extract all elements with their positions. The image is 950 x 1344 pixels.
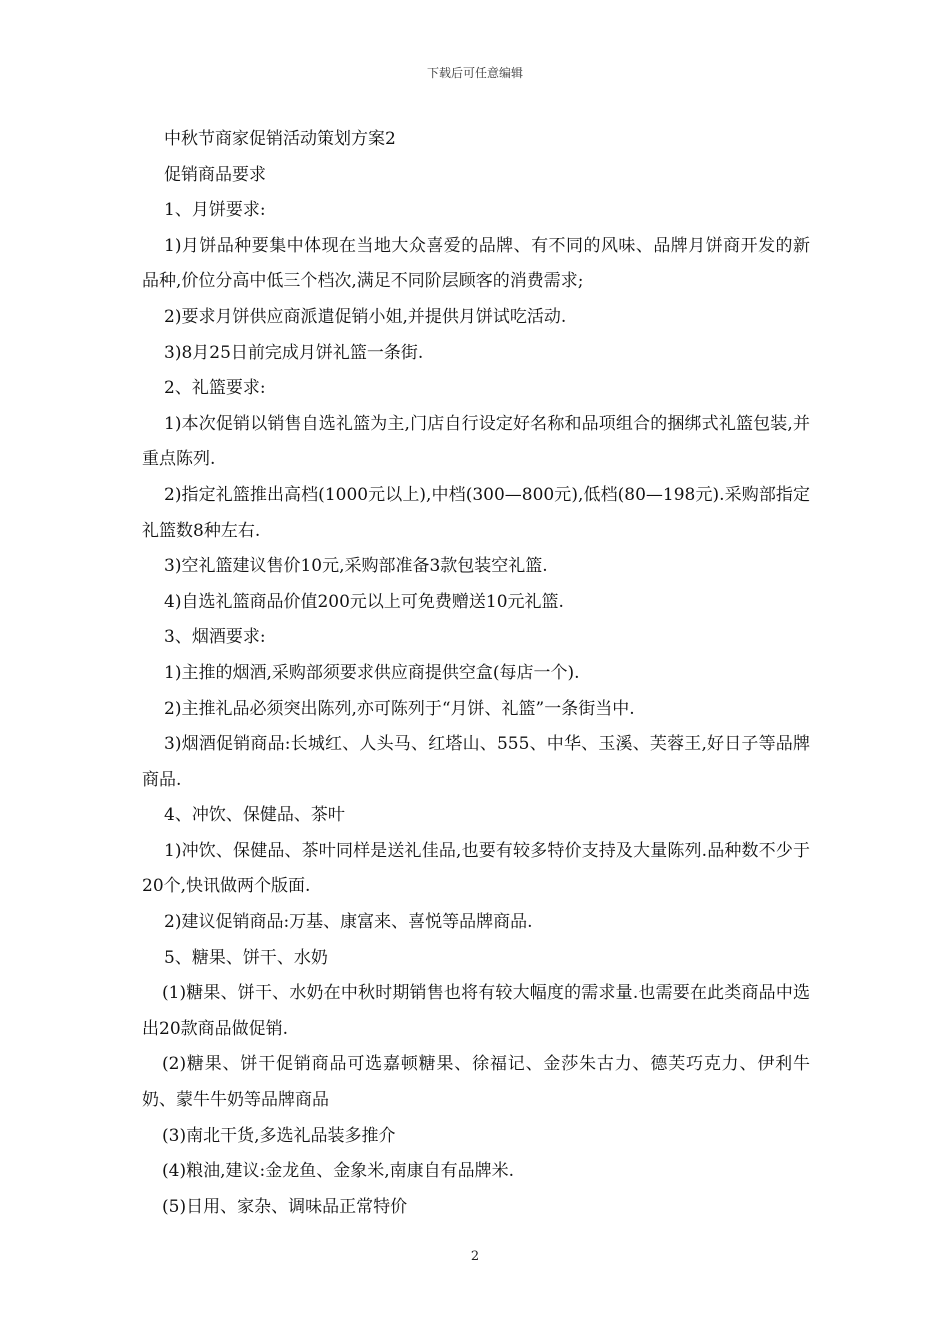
document-body — [142, 122, 810, 1225]
paragraph: 1)冲饮、保健品、茶叶同样是送礼佳品,也要有较多特价支持及大量陈列.品种数不少于20个,快讯做两个版面. — [142, 840, 810, 897]
paragraph: (4)粮油,建议:金龙鱼、金象米,南康自有品牌米. — [162, 1161, 515, 1182]
paragraph: 3)烟酒促销商品:长城红、人头马、红塔山、555、中华、玉溪、芙蓉王,好日子等品牌商品. — [142, 734, 810, 790]
paragraph: (3)南北干货,多选礼品装多推介 — [162, 1125, 396, 1146]
subsection-heading: 3、烟酒要求: — [164, 627, 266, 648]
paragraph: 1)本次促销以销售自选礼篮为主,门店自行设定好名称和品项组合的捆绑式礼篮包装,并重点陈列. — [142, 413, 810, 470]
paragraph: (5)日用、家杂、调味品正常特价 — [162, 1196, 408, 1217]
document-title: 中秋节商家促销活动策划方案2 — [164, 129, 396, 149]
paragraph: (2)糖果、饼干促销商品可选嘉顿糖果、徐福记、金莎朱古力、德芙巧克力、伊利牛奶、蒙牛牛奶等品牌商品 — [142, 1054, 810, 1111]
subsection-heading: 1、月饼要求: — [164, 200, 266, 221]
paragraph: 3)8月25日前完成月饼礼篮一条街. — [164, 342, 424, 363]
paragraph: 2)要求月饼供应商派遣促销小姐,并提供月饼试吃活动. — [164, 306, 567, 327]
paragraph: 4)自选礼篮商品价值200元以上可免费赠送10元礼篮. — [164, 591, 564, 612]
paragraph: 1)月饼品种要集中体现在当地大众喜爱的品牌、有不同的风味、品牌月饼商开发的新品种,价位分高中低三个档次,满足不同阶层顾客的消费需求; — [142, 235, 810, 292]
subsection-heading: 4、冲饮、保健品、茶叶 — [164, 805, 345, 826]
paragraph: 2)主推礼品必须突出陈列,亦可陈列于“月饼、礼篮”一条街当中. — [164, 698, 635, 719]
subsection-heading: 5、糖果、饼干、水奶 — [164, 947, 328, 968]
paragraph: 2)建议促销商品:万基、康富来、喜悦等品牌商品. — [164, 912, 533, 933]
paragraph: 1)主推的烟酒,采购部须要求供应商提供空盒(每店一个). — [164, 662, 580, 683]
subsection-heading: 2、礼篮要求: — [164, 378, 266, 399]
paragraph: (1)糖果、饼干、水奶在中秋时期销售也将有较大幅度的需求量.也需要在此类商品中选出20款商品做促销. — [142, 983, 810, 1039]
page-number: 2 — [470, 1249, 480, 1264]
paragraph: 2)指定礼篮推出高档(1000元以上),中档(300—800元),低档(80—198元).采购部指定礼篮数8种左右. — [142, 484, 810, 541]
paragraph: 3)空礼篮建议售价10元,采购部准备3款包装空礼篮. — [164, 556, 548, 577]
section-heading: 促销商品要求 — [164, 164, 266, 185]
page-header: 下载后可任意编辑 — [426, 66, 523, 80]
